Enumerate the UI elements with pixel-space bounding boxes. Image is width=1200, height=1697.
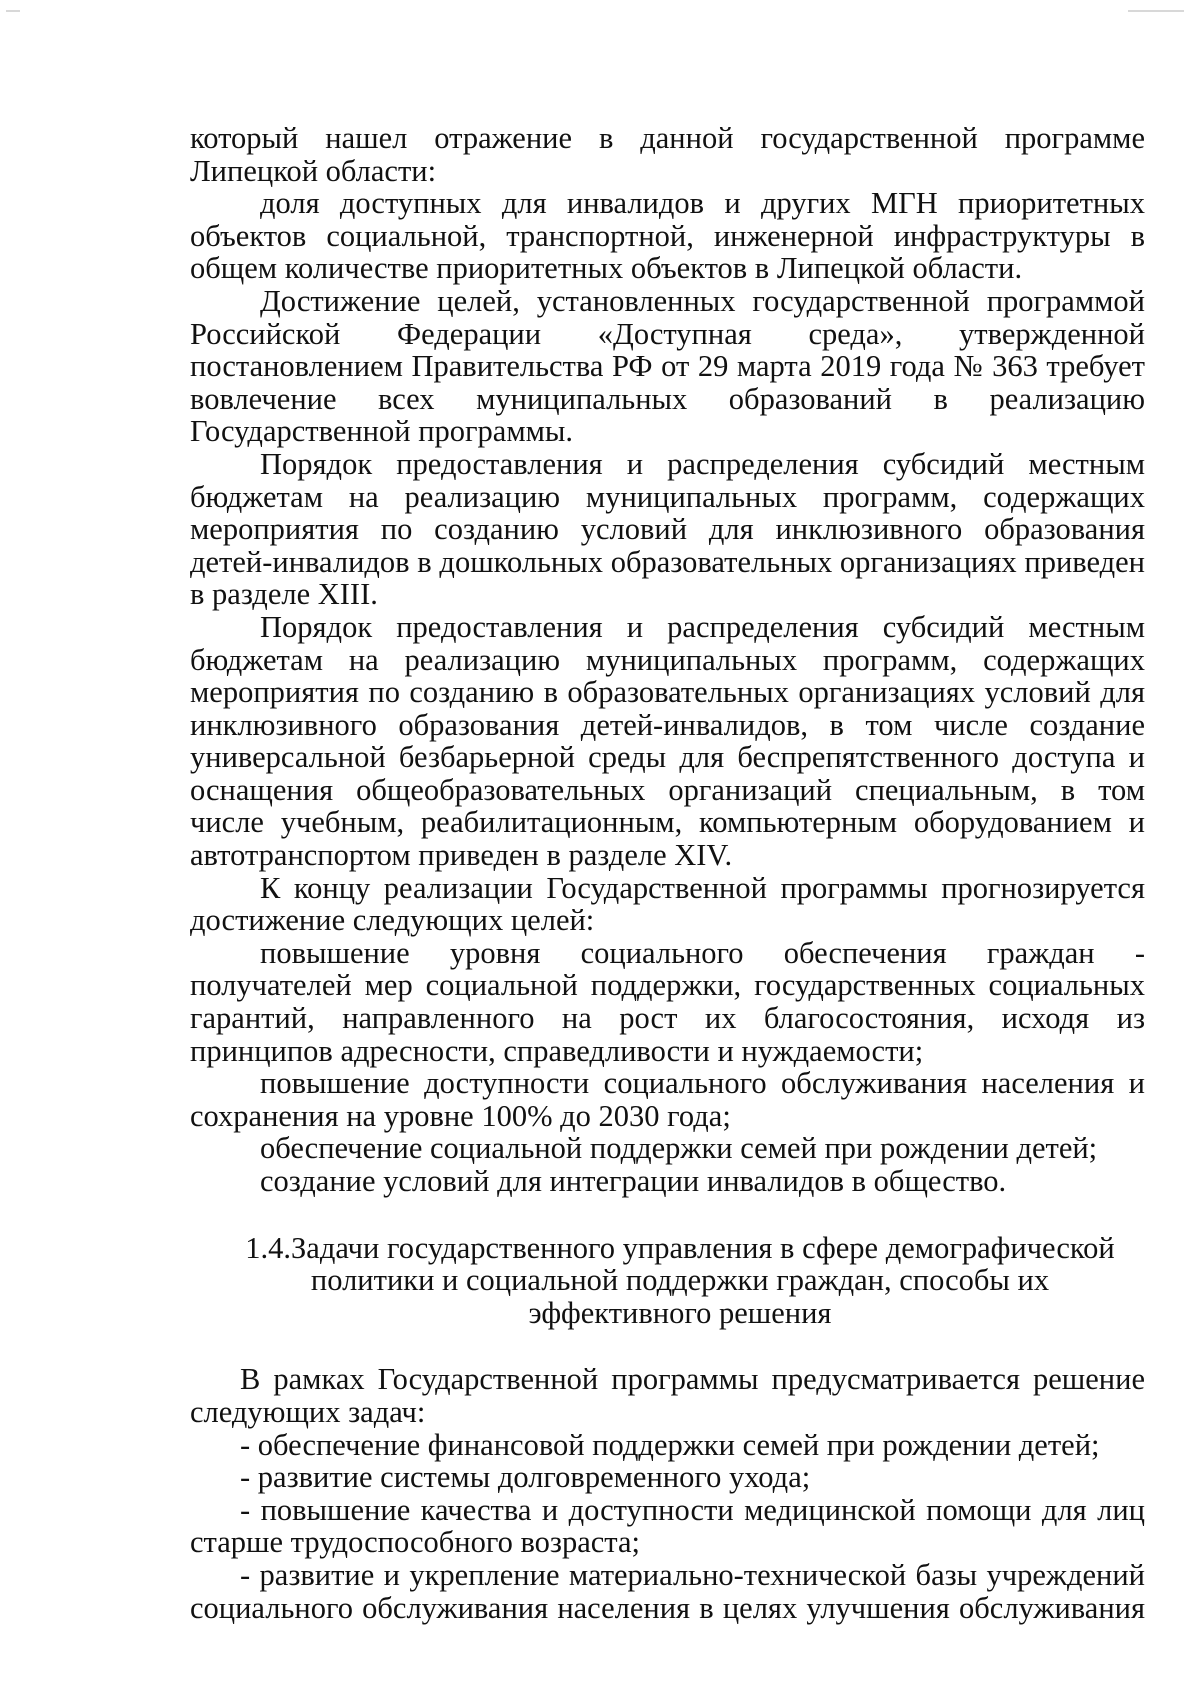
body-paragraph: Достижение целей, установленных государственной программой Российской Федерации «Доступная среда», утвержденной постановлением Правительства РФ от 29 марта 2019 года № 363 требует вовлечение всех муниципальных образований в реализацию Государственной программы. — [190, 283, 1145, 449]
body-paragraph: который нашел отражение в данной государственной программе Липецкой области: — [190, 121, 1145, 188]
task-item: - повышение качества и доступности медицинской помощи для лиц старше трудоспособного возраста; — [190, 1492, 1145, 1560]
body-paragraph: Порядок предоставления и распределения субсидий местным бюджетам на реализацию муниципальных программ, содержащих мероприятия по созданию в образовательных организациях условий для инклюзивного образования детей-инвалидов, в том числе создание универсальной безбарьерной среды для беспрепятственного доступа и оснащения общеобразовательных организаций специальным, в том числе учебным, реабилитационным, компьютерным оборудованием и автотранспортом приведен в разделе XIV. — [190, 609, 1145, 873]
task-item: - обеспечение финансовой поддержки семей при рождении детей; — [240, 1427, 1100, 1462]
task-item: - развитие и укрепление материально-технической базы учреждений социального обслуживания населения в целях улучшения обслуживания — [190, 1557, 1145, 1625]
scan-mark — [1128, 10, 1184, 12]
scan-mark — [6, 10, 20, 12]
body-paragraph: К концу реализации Государственной программы прогнозируется достижение следующих целей: — [190, 870, 1145, 938]
section-heading: 1.4.Задачи государственного управления в сфере демографической политики и социальной поддержки граждан, способы их эффективного решения — [245, 1230, 1115, 1330]
document-body — [190, 122, 1145, 1624]
body-paragraph: повышение уровня социального обеспечения граждан - получателей мер социальной поддержки, государственных социальных гарантий, направленного на рост их благосостояния, исходя из принципов адресности, справедливости и нуждаемости; — [190, 935, 1145, 1068]
body-paragraph: обеспечение социальной поддержки семей при рождении детей; — [260, 1131, 1098, 1166]
body-paragraph: повышение доступности социального обслуживания населения и сохранения на уровне 100% до 2030 года; — [190, 1066, 1145, 1133]
body-paragraph: создание условий для интеграции инвалидов в общество. — [260, 1164, 1007, 1198]
body-paragraph: доля доступных для инвалидов и других МГН приоритетных объектов социальной, транспортной, инженерной инфраструктуры в общем количестве приоритетных объектов в Липецкой области. — [190, 186, 1145, 286]
section-paragraph: В рамках Государственной программы предусматривается решение следующих задач: — [190, 1362, 1145, 1429]
body-paragraph: Порядок предоставления и распределения субсидий местным бюджетам на реализацию муниципальных программ, содержащих мероприятия по созданию условий для инклюзивного образования детей-инвалидов в дошкольных образовательных организациях приведен в разделе XIII. — [190, 446, 1145, 612]
task-item: - развитие системы долговременного ухода; — [240, 1460, 811, 1495]
